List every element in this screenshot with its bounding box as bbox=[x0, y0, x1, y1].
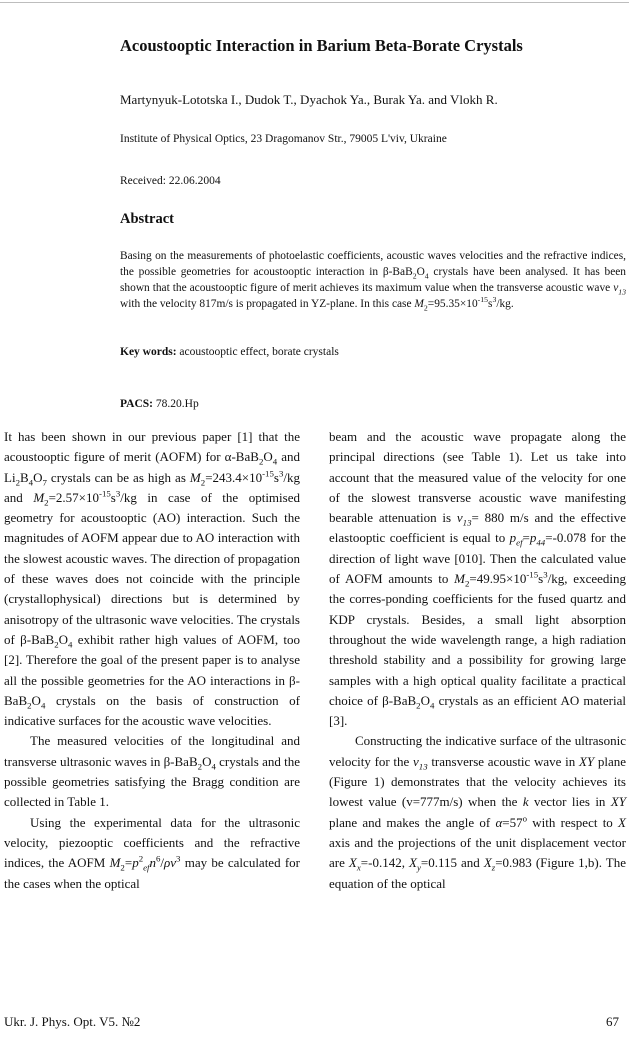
abstract-text: Basing on the measurements of photoelastic coefficients, acoustic waves velocities and the refractive indices, the possible geometries for acoustooptic interaction in $\beta-BaB_2O_4$ crystals have been analysed. It has been shown that the acoustooptic figure of merit achieves its maximum value when the transverse acoustic wave $v_{13}$ with the velocity 817m/s is propagated in YZ-plane. In this case $M_2=95.35\times 10^{-15}s^3/kg$. bbox=[120, 250, 627, 313]
paragraph: It has been shown in our previous paper [1] that the acoustooptic figure of merit (AOFM) for $\alpha-BaB_2O_4$ and $Li_2B_4O_7$ crystals can be as high as $M_2=243.4\times 10^{-15}s^3/kg$ and $M_2=2.57\times 10^{-15}s^3/kg$ in case of the optimised geometry for acoustooptic (AO) interaction. Such the magnitudes of AOFM appear due to AO interaction with the slowest acoustic waves. The direction of propagation of these waves does not coincide with the principle (crystallophysical) directions but is determined by anisotropy of the ultrasonic wave velocities. The crystals of $\beta-BaB_2O_4$ exhibit rather high values of AOFM, too [2]. Therefore the goal of the present paper is to analyse all the possible geometries for the AO interactions in $\beta-BaB_2O_4$ crystals on the basis of construction of indicative surfaces for the acoustic wave velocities. bbox=[4, 429, 300, 729]
pacs bbox=[120, 398, 199, 410]
paper-title: Acoustooptic Interaction in Barium Beta-Borate Crystals bbox=[120, 36, 523, 55]
received-date: Received: 22.06.2004 bbox=[120, 175, 221, 187]
paragraph: Using the experimental data for the ultrasonic velocity, piezooptic coefficients and the refractive indices, the AOFM $M_2=p^2_{ef}n^6/\rho v^3$ may be calculated for the cases when the optical bbox=[4, 814, 300, 891]
body-column-right bbox=[329, 427, 626, 894]
paragraph: beam and the acoustic wave propagate along the principal directions (see Table 1). Let us take into account that the measured value of the velocity for one of the slowest transverse acoustic wave manifesting bearable attenuation is $v_{13}= 880$ m/s and the effective elastooptic coefficient is equal to $p_{ef}=p_{44}=-0.078$ for the direction of light wave [010]. Then the calculated value of AOFM amounts to $M_2=49.95\times 10^{-15}s^3/kg$, exceeding the corres-ponding coefficients for the fused quartz and KDP crystals. Besides, a small light absorption throughout the wide wavelength range, a high radiation threshold stability and a possibility for growing large samples with a high optical quality facilitate a practical choice of $\beta-BaB_2O_4$ crystals as an efficient AO material [3]. bbox=[329, 429, 627, 729]
keywords-label: Key words: bbox=[120, 346, 177, 358]
paragraph: Constructing the indicative surface of the ultrasonic velocity for the $v_{13}$ transverse acoustic wave in XY plane (Figure 1) demonstrates that the velocity achieves its lowest value (v=777m/s) when the k vector lies in XY plane and makes the angle of $\alpha=57^o$ with respect to X axis and the projections of the unit displacement vector are $X_x=-0.142$, $X_y=0.115$ and $X_z=0.983$ (Figure 1,b). The equation of the optical bbox=[329, 733, 626, 891]
paragraph: The measured velocities of the longitudinal and transverse ultrasonic waves in $\beta-BaB_2O_4$ crystals and the possible geometries satisfying the Bragg condition are collected in Table 1. bbox=[4, 733, 300, 810]
pacs-value: 78.20.Hp bbox=[153, 398, 199, 410]
journal-footer: Ukr. J. Phys. Opt. V5. №2 bbox=[4, 1014, 141, 1029]
top-rule bbox=[0, 2, 629, 3]
page-number: 67 bbox=[606, 1014, 619, 1029]
authors: Martynyuk-Lototska I., Dudok T., Dyachok Ya., Burak Ya. and Vlokh R. bbox=[120, 92, 498, 107]
keywords-value: acoustooptic effect, borate crystals bbox=[176, 346, 339, 358]
abstract-heading: Abstract bbox=[120, 211, 174, 227]
keywords bbox=[120, 346, 339, 358]
body-column-left bbox=[4, 427, 300, 894]
pacs-label: PACS: bbox=[120, 398, 154, 410]
affiliation: Institute of Physical Optics, 23 Dragomanov Str., 79005 L'viv, Ukraine bbox=[120, 133, 447, 145]
